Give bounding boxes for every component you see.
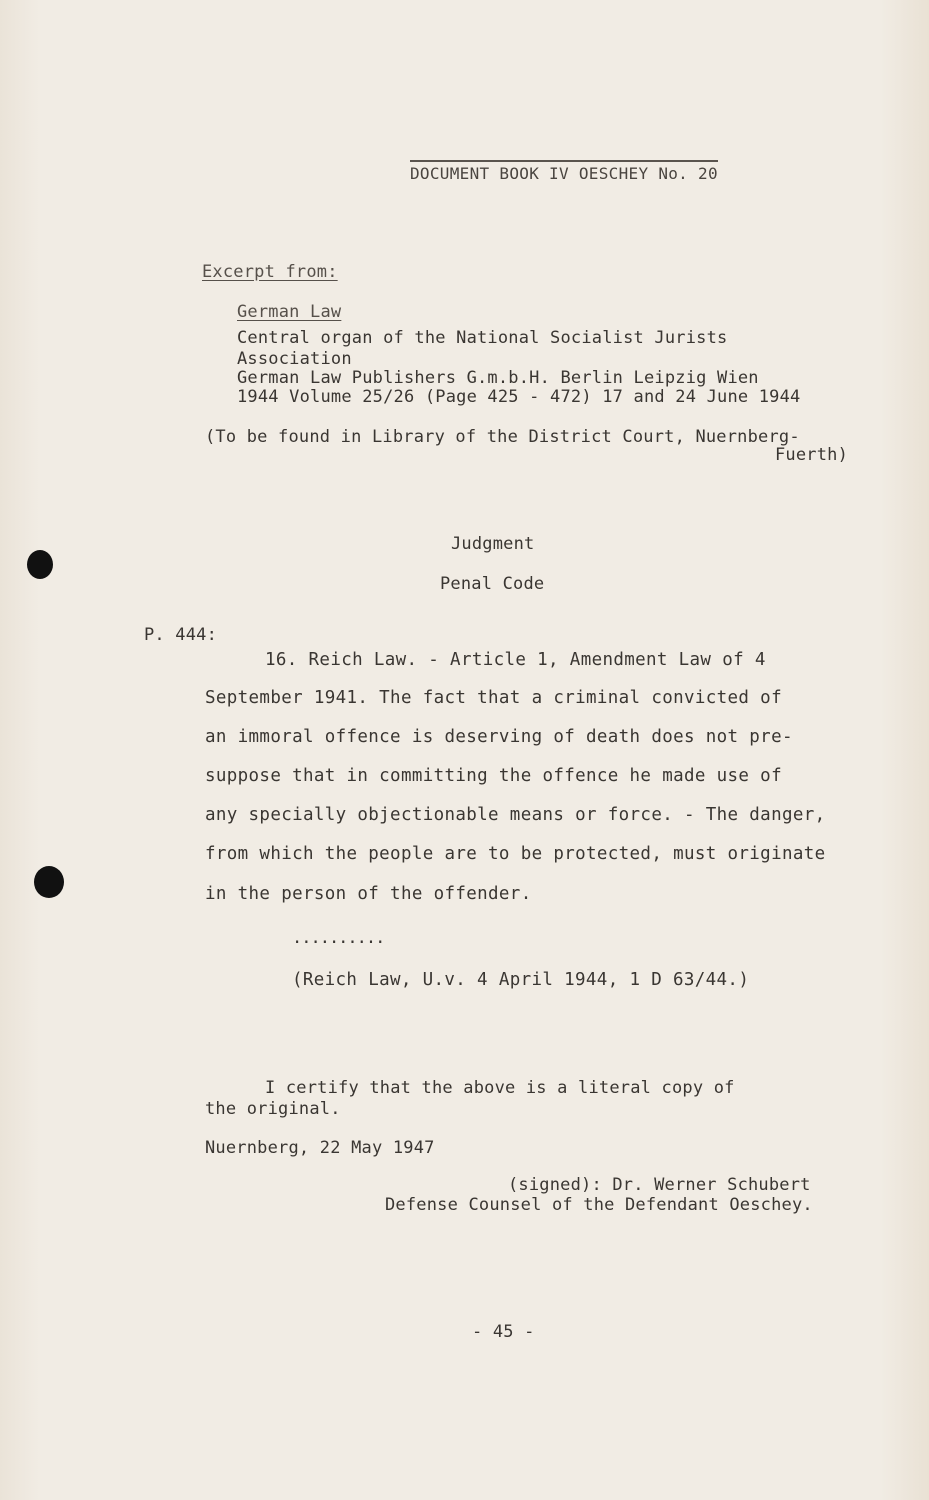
library-location: (To be found in Library of the District Court, Nuernberg- (205, 427, 800, 447)
omission-dots: .......... (292, 928, 385, 948)
publication-line: German Law Publishers G.m.b.H. Berlin Leipzig Wien (237, 368, 759, 388)
publication-title: German Law (237, 302, 342, 322)
judgment-text-line: 16. Reich Law. - Article 1, Amendment Law of 4 (265, 650, 766, 670)
publication-line: 1944 Volume 25/26 (Page 425 - 472) 17 and 24 June 1944 (237, 387, 801, 407)
signatory-role: Defense Counsel of the Defendant Oeschey. (385, 1195, 813, 1215)
certification-line: the original. (205, 1099, 341, 1119)
certification-line: I certify that the above is a literal copy of (265, 1078, 735, 1098)
punch-hole-bottom (34, 866, 64, 898)
judgment-text-line: in the person of the offender. (205, 884, 532, 904)
signature-line: (signed): Dr. Werner Schubert (508, 1175, 811, 1195)
judgment-text-line: any specially objectionable means or force. - The danger, (205, 805, 826, 825)
publication-line: Central organ of the National Socialist Jurists (237, 328, 728, 348)
judgment-text-line: suppose that in committing the offence he made use of (205, 766, 782, 786)
excerpt-label: Excerpt from: (202, 262, 338, 282)
citation: (Reich Law, U.v. 4 April 1944, 1 D 63/44.) (292, 970, 750, 990)
judgment-heading: Judgment (451, 534, 535, 554)
library-location-cont: Fuerth) (775, 445, 849, 465)
judgment-text-line: from which the people are to be protected, must originate (205, 844, 826, 864)
judgment-text-line: September 1941. The fact that a criminal convicted of (205, 688, 782, 708)
page-reference: P. 444: (144, 625, 218, 645)
judgment-subheading: Penal Code (440, 574, 545, 594)
punch-hole-top (27, 550, 53, 579)
page-number: - 45 - (472, 1322, 535, 1342)
judgment-text-line: an immoral offence is deserving of death does not pre- (205, 727, 793, 747)
document-reference: DOCUMENT BOOK IV OESCHEY No. 20 (410, 160, 718, 184)
place-date: Nuernberg, 22 May 1947 (205, 1138, 435, 1158)
publication-line: Association (237, 349, 352, 369)
